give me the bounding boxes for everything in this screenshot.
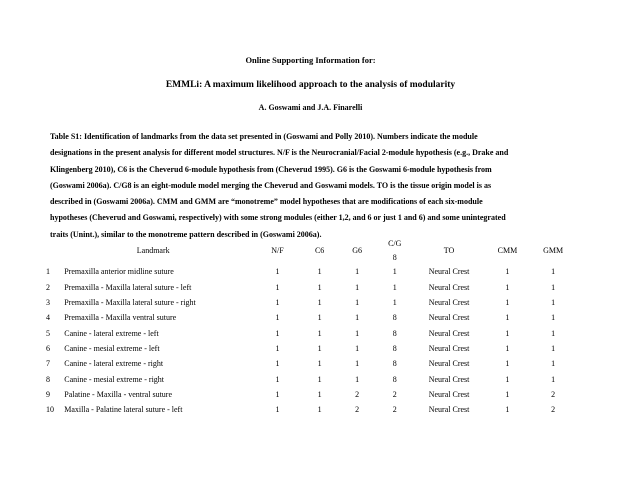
cell-nf: 1 (275, 359, 280, 369)
cell-to: Neural Crest (428, 374, 470, 384)
cell-c6: 1 (317, 313, 322, 323)
cell-to: Neural Crest (428, 328, 470, 338)
landmark-name: Maxilla - Palatine lateral suture - left (64, 405, 183, 415)
table-row (46, 280, 576, 295)
cell-nf: 1 (275, 282, 280, 292)
cell-g6: 1 (355, 298, 360, 308)
cell-c6: 1 (317, 389, 322, 399)
caption-line: hypotheses (Cheverud and Goswami, respectively) with some strong modules (either 1,2, and 6 or just 1 and 6) and some unintegrated (50, 213, 506, 223)
landmark-name: Canine - mesial extreme - left (64, 343, 160, 353)
row-number: 9 (46, 389, 50, 399)
cell-g6: 1 (355, 343, 360, 353)
cell-g6: 1 (355, 282, 360, 292)
cell-cmm: 1 (505, 389, 510, 399)
row-number: 7 (46, 359, 50, 369)
cell-gmm: 1 (551, 328, 556, 338)
cell-nf: 1 (275, 298, 280, 308)
cell-g6: 1 (355, 328, 360, 338)
cell-cg8: 1 (392, 282, 397, 292)
cell-g6: 2 (355, 405, 360, 415)
row-number: 2 (46, 282, 50, 292)
header-c6: C6 (314, 245, 325, 255)
cell-cg8: 8 (392, 374, 397, 384)
cell-c6: 1 (317, 298, 322, 308)
table-row (46, 371, 576, 386)
supporting-info-heading: Online Supporting Information for: (245, 55, 376, 65)
cell-cmm: 1 (505, 328, 510, 338)
header-num (46, 236, 64, 264)
cell-gmm: 1 (551, 343, 556, 353)
cell-cg8: 2 (392, 389, 397, 399)
cell-to: Neural Crest (428, 343, 470, 353)
cell-c6: 1 (317, 359, 322, 369)
cell-cg8: 8 (392, 313, 397, 323)
caption-line: Table S1: Identification of landmarks from the data set presented in (Goswami and Polly 2010). Numbers indicate the module (50, 132, 478, 141)
cell-c6: 1 (317, 328, 322, 338)
caption-line: (Goswami 2006a). C/G8 is an eight-module model merging the Cheverud and Goswami models. TO is the tissue origin model is as (50, 180, 492, 190)
cell-nf: 1 (275, 374, 280, 384)
cell-nf: 1 (275, 328, 280, 338)
cell-c6: 1 (317, 374, 322, 384)
landmark-name: Premaxilla - Maxilla lateral suture - right (64, 298, 196, 308)
table-header (46, 236, 576, 264)
cell-to: Neural Crest (428, 389, 470, 399)
table-row (46, 325, 576, 340)
row-number: 3 (46, 298, 50, 308)
cell-cmm: 1 (505, 343, 510, 353)
cell-g6: 1 (355, 359, 360, 369)
table-row (46, 356, 576, 371)
cell-gmm: 1 (551, 298, 556, 308)
caption-line: described in (Goswami 2006a). CMM and GMM are “monotreme” model hypotheses that are modifications of each six-module (50, 197, 483, 207)
table-caption (50, 129, 580, 243)
cell-nf: 1 (275, 267, 280, 277)
cell-c6: 1 (317, 343, 322, 353)
table-row (46, 402, 576, 417)
cell-cg8: 8 (392, 359, 397, 369)
cell-cmm: 1 (505, 282, 510, 292)
cell-cmm: 1 (505, 374, 510, 384)
header-row (46, 236, 576, 251)
table-row (46, 341, 576, 356)
cell-nf: 1 (275, 343, 280, 353)
cell-cg8: 8 (392, 328, 397, 338)
cell-g6: 1 (355, 267, 360, 277)
cell-c6: 1 (317, 405, 322, 415)
cell-g6: 1 (355, 374, 360, 384)
row-number: 8 (46, 374, 50, 384)
caption-line: designations in the present analysis for different model structures. N/F is the Neurocranial/Facial 2-module hypothesis (e.g., Drake and (50, 148, 509, 158)
cell-gmm: 1 (551, 359, 556, 369)
landmark-name: Palatine - Maxilla - ventral suture (64, 389, 173, 399)
cell-to: Neural Crest (428, 267, 470, 277)
cell-cmm: 1 (505, 298, 510, 308)
cell-to: Neural Crest (428, 298, 470, 308)
cell-cmm: 1 (505, 405, 510, 415)
landmark-name: Premaxilla - Maxilla ventral suture (64, 313, 177, 323)
landmark-name: Canine - lateral extreme - left (64, 328, 159, 338)
cell-nf: 1 (275, 389, 280, 399)
landmark-name: Premaxilla - Maxilla lateral suture - left (64, 282, 192, 292)
cell-to: Neural Crest (428, 359, 470, 369)
caption-line: Klingenberg 2010), C6 is the Cheverud 6-module hypothesis from (Cheverud 1995). G6 is the Goswami 6-module hypothesis from (50, 164, 492, 174)
cell-gmm: 1 (551, 374, 556, 384)
cell-nf: 1 (275, 313, 280, 323)
cell-cg8: 2 (392, 405, 397, 415)
row-number: 1 (46, 267, 50, 277)
cell-g6: 2 (355, 389, 360, 399)
cell-cg8: 1 (392, 267, 397, 277)
landmark-table (46, 236, 576, 417)
header-g6: G6 (352, 245, 363, 255)
header-to: TO (443, 245, 455, 255)
cell-g6: 1 (355, 313, 360, 323)
header-cg-bottom: 8 (392, 253, 397, 263)
table-row (46, 387, 576, 402)
header-landmark: Landmark (136, 245, 170, 255)
paper-title: EMMLi: A maximum likelihood approach to the analysis of modularity (165, 80, 456, 90)
cell-c6: 1 (317, 267, 322, 277)
row-number: 5 (46, 328, 50, 338)
landmark-name: Canine - mesial extreme - right (64, 374, 165, 384)
landmark-name: Premaxilla anterior midline suture (64, 267, 174, 277)
cell-c6: 1 (317, 282, 322, 292)
cell-to: Neural Crest (428, 282, 470, 292)
cell-cmm: 1 (505, 313, 510, 323)
table-row (46, 295, 576, 310)
table-body (46, 264, 576, 417)
caption-line: traits (Unint.), similar to the monotreme pattern described in (Goswami 2006a). (50, 229, 322, 239)
row-number: 4 (46, 313, 50, 323)
row-number: 6 (46, 343, 50, 353)
cell-gmm: 1 (551, 282, 556, 292)
table-row (46, 264, 576, 279)
header-cmm: CMM (497, 245, 518, 255)
cell-cg8: 1 (392, 298, 397, 308)
row-number: 10 (46, 405, 54, 415)
cell-to: Neural Crest (428, 405, 470, 415)
header-nf: N/F (271, 245, 284, 255)
cell-gmm: 2 (551, 389, 556, 399)
table-row (46, 310, 576, 325)
cell-cmm: 1 (505, 359, 510, 369)
cell-cg8: 8 (392, 343, 397, 353)
header-gmm: GMM (543, 245, 564, 255)
cell-gmm: 2 (551, 405, 556, 415)
cell-nf: 1 (275, 405, 280, 415)
cell-gmm: 1 (551, 313, 556, 323)
landmark-name: Canine - lateral extreme - right (64, 359, 164, 369)
cell-to: Neural Crest (428, 313, 470, 323)
authors: A. Goswami and J.A. Finarelli (258, 103, 363, 112)
header-cg-top: C/G (388, 239, 402, 249)
cell-gmm: 1 (551, 267, 556, 277)
cell-cmm: 1 (505, 267, 510, 277)
